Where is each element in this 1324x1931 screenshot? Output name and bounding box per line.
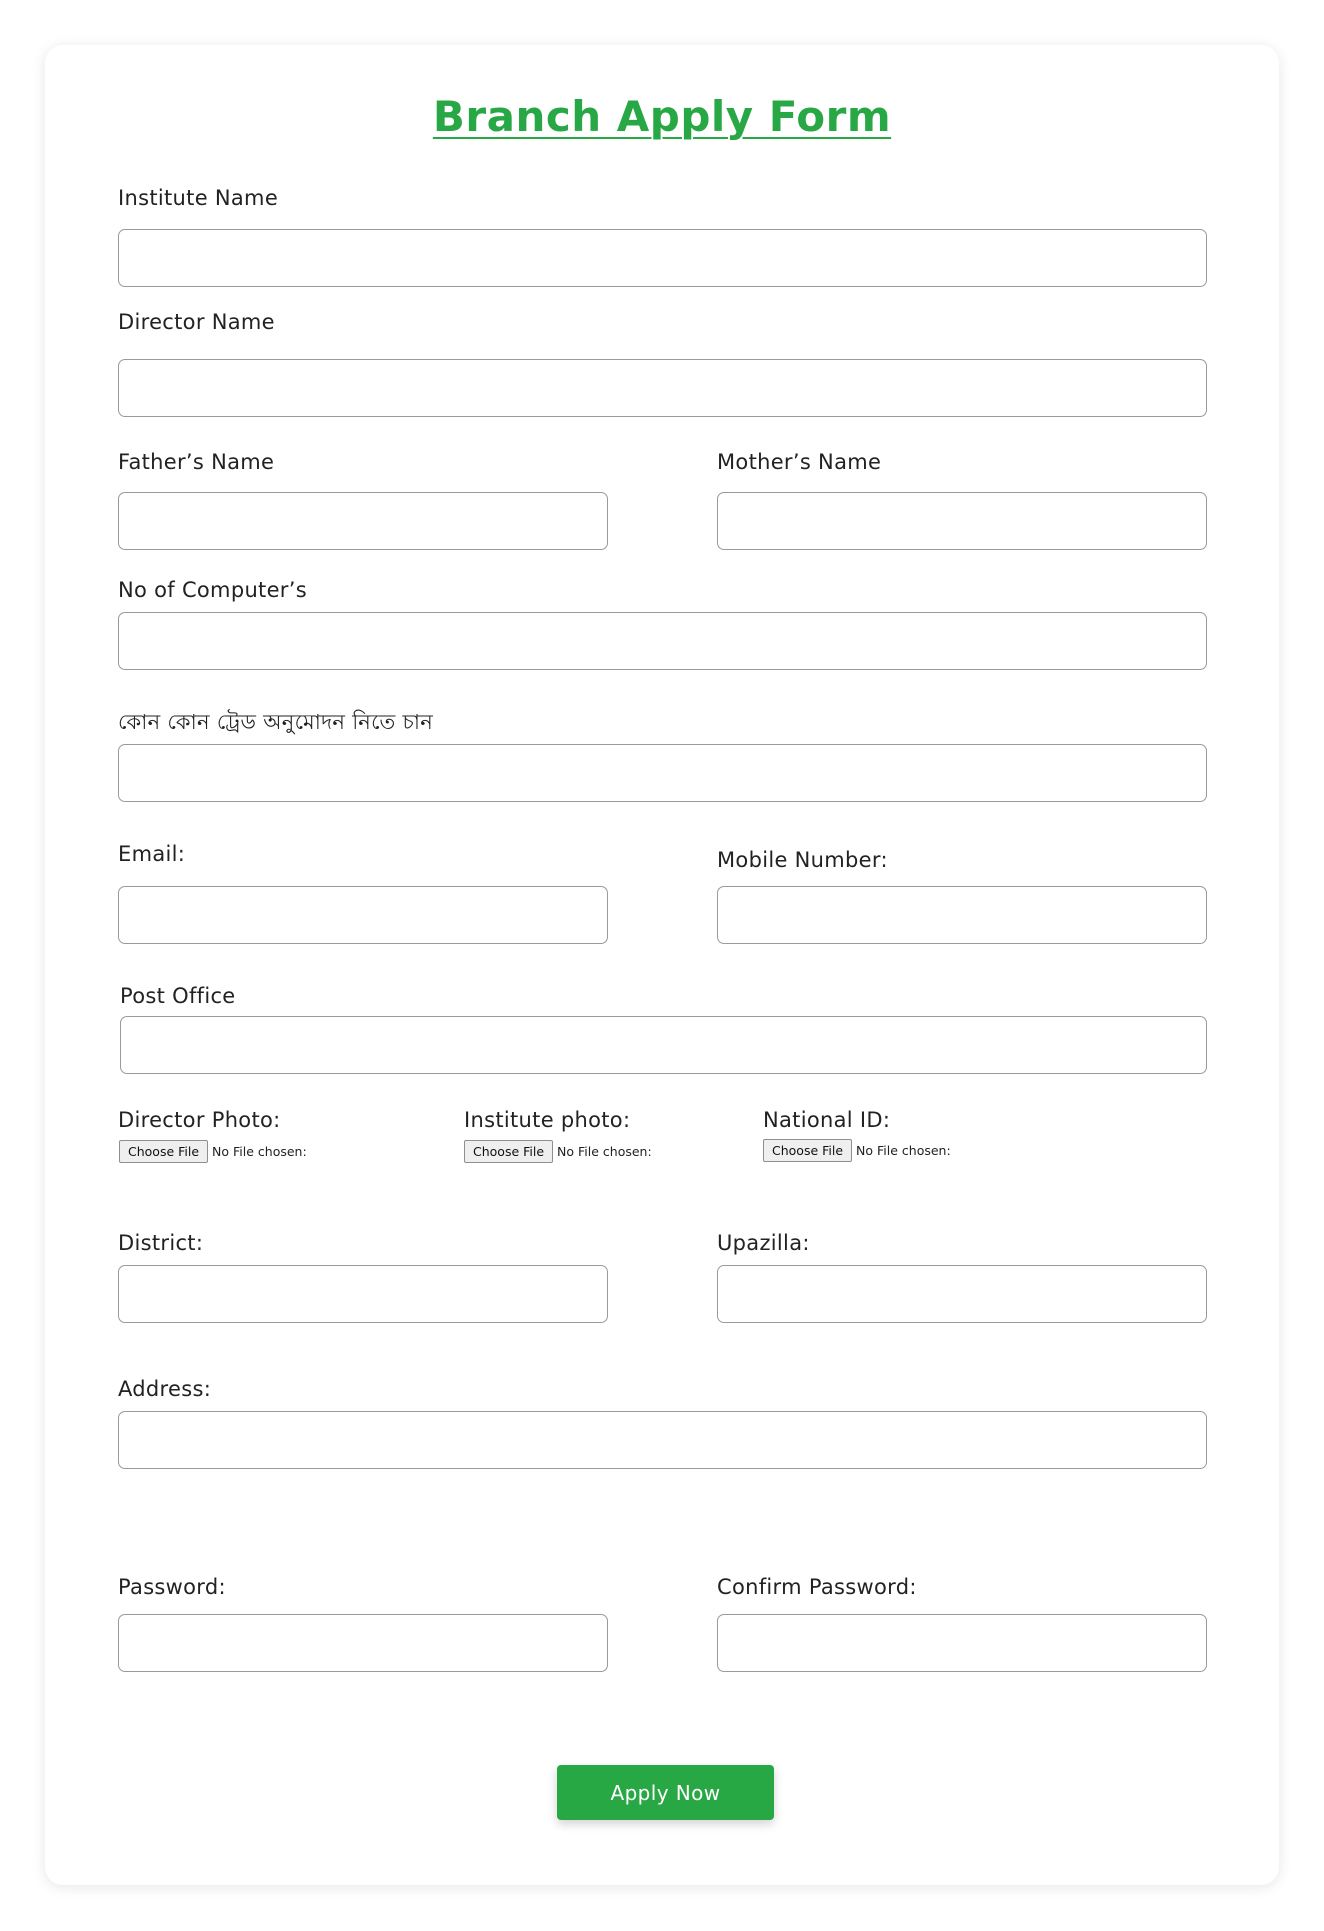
district-input[interactable] — [118, 1265, 608, 1323]
mobile-number-input[interactable] — [717, 886, 1207, 944]
district-label: District: — [118, 1231, 204, 1255]
trades-input[interactable] — [118, 744, 1207, 802]
post-office-input[interactable] — [120, 1016, 1207, 1074]
mother-name-label: Mother’s Name — [717, 450, 882, 474]
national-id-label: National ID: — [763, 1108, 891, 1132]
address-label: Address: — [118, 1377, 212, 1401]
father-name-label: Father’s Name — [118, 450, 275, 474]
director-photo-status: No File chosen: — [212, 1144, 307, 1159]
father-name-input[interactable] — [118, 492, 608, 550]
confirm-password-input[interactable] — [717, 1614, 1207, 1672]
director-photo-file-input — [119, 1140, 307, 1163]
institute-photo-label: Institute photo: — [464, 1108, 631, 1132]
password-input[interactable] — [118, 1614, 608, 1672]
password-label: Password: — [118, 1575, 226, 1599]
national-id-status: No File chosen: — [856, 1143, 951, 1158]
confirm-password-label: Confirm Password: — [717, 1575, 917, 1599]
email-input[interactable] — [118, 886, 608, 944]
mother-name-input[interactable] — [717, 492, 1207, 550]
address-input[interactable] — [118, 1411, 1207, 1469]
mobile-number-label: Mobile Number: — [717, 848, 888, 872]
director-name-input[interactable] — [118, 359, 1207, 417]
director-photo-label: Director Photo: — [118, 1108, 281, 1132]
computers-count-input[interactable] — [118, 612, 1207, 670]
institute-photo-status: No File chosen: — [557, 1144, 652, 1159]
trades-label: কোন কোন ট্রেড অনুমোদন নিতে চান — [118, 710, 434, 734]
national-id-file-input — [763, 1139, 951, 1162]
institute-photo-file-input — [464, 1140, 652, 1163]
institute-name-input[interactable] — [118, 229, 1207, 287]
apply-now-button[interactable]: Apply Now — [557, 1765, 774, 1820]
director-photo-choose-button[interactable]: Choose File — [119, 1140, 208, 1163]
institute-name-label: Institute Name — [118, 186, 279, 210]
director-name-label: Director Name — [118, 310, 275, 334]
institute-photo-choose-button[interactable]: Choose File — [464, 1140, 553, 1163]
computers-count-label: No of Computer’s — [118, 578, 307, 602]
national-id-choose-button[interactable]: Choose File — [763, 1139, 852, 1162]
upazilla-input[interactable] — [717, 1265, 1207, 1323]
email-label: Email: — [118, 842, 186, 866]
post-office-label: Post Office — [120, 984, 236, 1008]
upazilla-label: Upazilla: — [717, 1231, 810, 1255]
form-title: Branch Apply Form — [432, 92, 892, 141]
